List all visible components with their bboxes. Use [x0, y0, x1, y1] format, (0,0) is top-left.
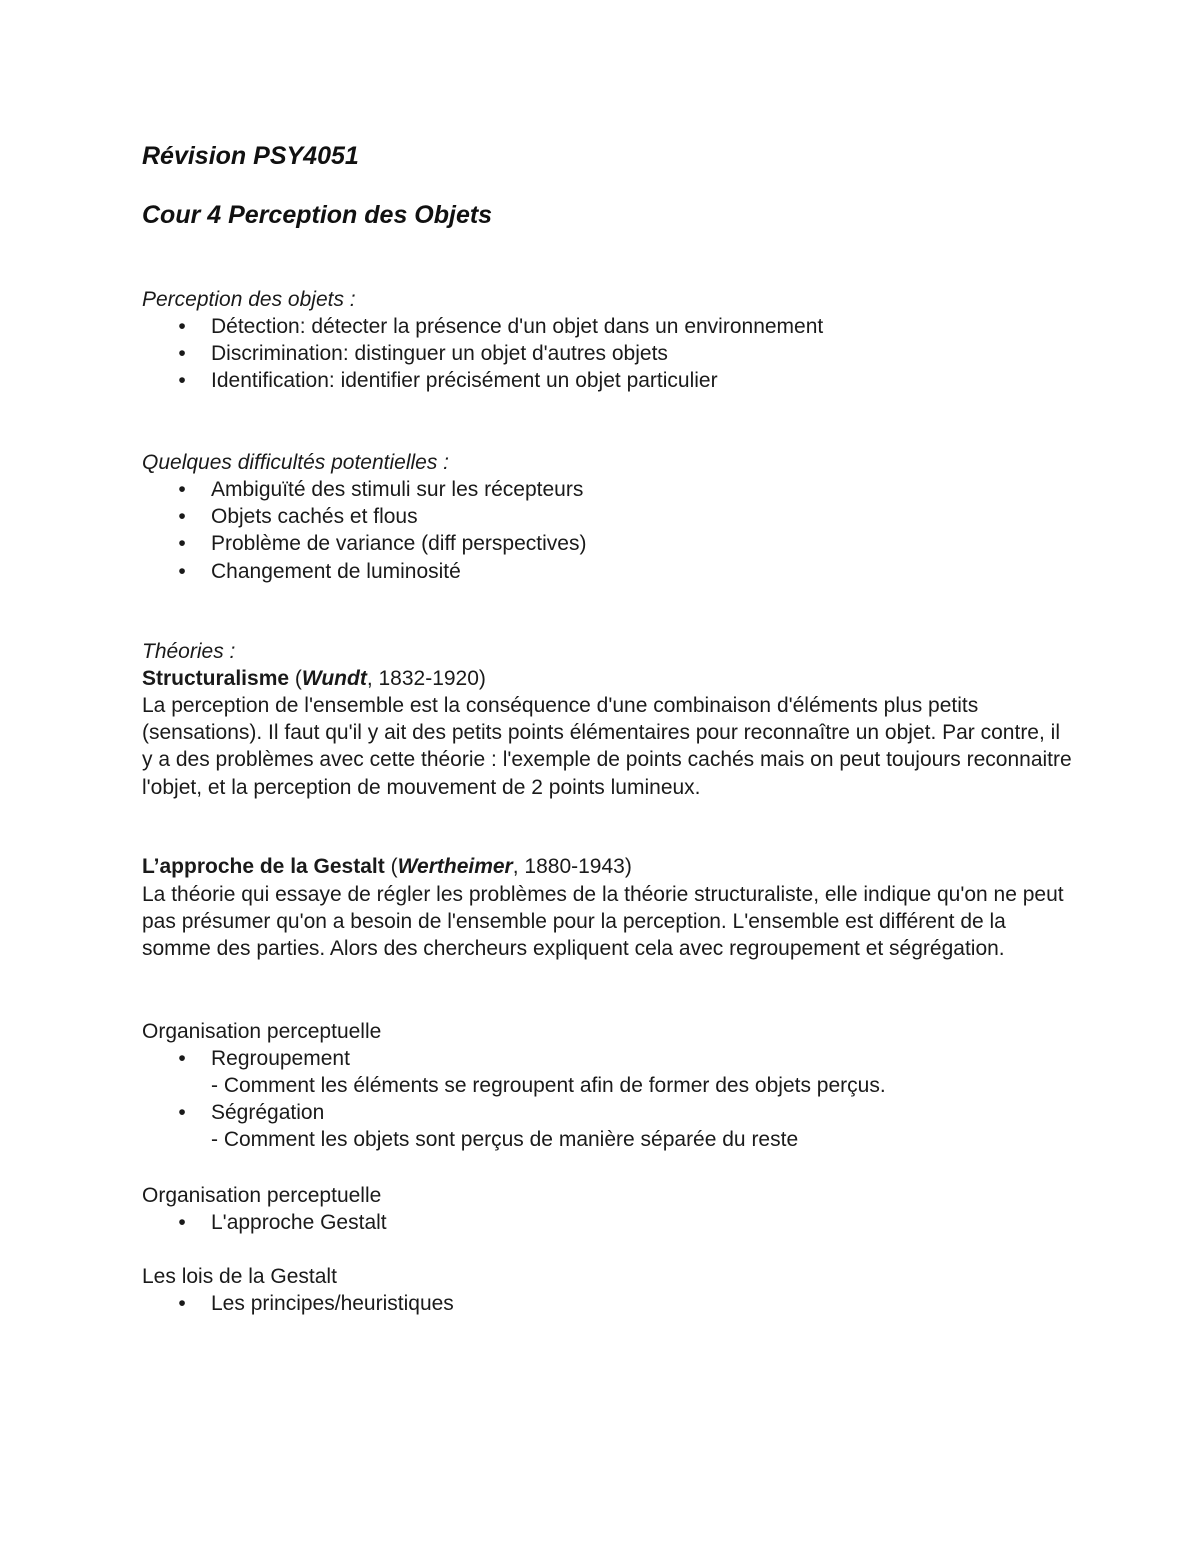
list-item-text: Objets cachés et flous — [211, 505, 418, 528]
theory-name: Structuralisme — [142, 667, 290, 690]
paren-open: ( — [289, 667, 302, 690]
theory-dates: , 1880-1943) — [512, 855, 632, 878]
list-item-text: Discrimination: distinguer un objet d'autres objets — [211, 342, 668, 365]
paren-open: ( — [384, 855, 398, 878]
list-item-text: Regroupement — [211, 1047, 350, 1070]
bullet-icon: • — [178, 532, 186, 555]
bullet-icon: • — [178, 478, 186, 501]
theory-heading-structuralisme — [142, 665, 486, 692]
section-heading-organisation: Organisation perceptuelle — [142, 1020, 382, 1043]
section-heading-difficultes: Quelques difficultés potentielles : — [142, 451, 450, 474]
section-heading-organisation: Organisation perceptuelle — [142, 1184, 382, 1207]
theory-paragraph-structuralisme: La perception de l'ensemble est la conséquence d'une combinaison d'éléments plus petits (sensations). Il faut qu'il y ait des petits points élémentaires pour reconnaître un objet. Par contre, il y a des problèmes avec cette théorie : l'exemple de points cachés mais on peut toujours reconnaitre l'objet, et la perception de mouvement de 2 points lumineux. — [142, 694, 1072, 799]
bullet-icon: • — [178, 1047, 186, 1070]
document-title: Révision PSY4051 — [142, 142, 359, 170]
list-item-text: L'approche Gestalt — [211, 1211, 387, 1234]
theory-dates: , 1832-1920) — [366, 667, 486, 690]
list-item-text: Détection: détecter la présence d'un objet dans un environnement — [211, 315, 824, 338]
bullet-icon: • — [178, 560, 186, 583]
theory-heading-gestalt — [142, 853, 632, 880]
theory-author: Wundt — [301, 667, 367, 690]
section-heading-lois: Les lois de la Gestalt — [142, 1265, 337, 1288]
list-item-detail: - Comment les éléments se regroupent afin de former des objets perçus. — [211, 1074, 886, 1097]
theory-name: L’approche de la Gestalt — [142, 855, 385, 878]
theory-paragraph-gestalt: La théorie qui essaye de régler les problèmes de la théorie structuraliste, elle indique qu'on ne peut pas présumer qu'on a besoin de l'ensemble pour la perception. L'ensemble est différent de la somme des parties. Alors des chercheurs expliquent cela avec regroupement et ségrégation. — [142, 883, 1064, 961]
bullet-icon: • — [178, 369, 186, 392]
theory-author: Wertheimer — [397, 855, 513, 878]
list-item-text: Problème de variance (diff perspectives) — [211, 532, 587, 555]
bullet-icon: • — [178, 342, 186, 365]
section-heading-theories: Théories : — [142, 640, 236, 663]
list-item-text: Ambiguïté des stimuli sur les récepteurs — [211, 478, 584, 501]
list-item-text: Changement de luminosité — [211, 560, 461, 583]
bullet-icon: • — [178, 315, 186, 338]
list-item-detail: - Comment les objets sont perçus de manière séparée du reste — [211, 1128, 799, 1151]
bullet-icon: • — [178, 1101, 186, 1124]
bullet-icon: • — [178, 1211, 186, 1234]
bullet-icon: • — [178, 505, 186, 528]
section-heading-perception: Perception des objets : — [142, 288, 356, 311]
bullet-icon: • — [178, 1292, 186, 1315]
list-item-text: Les principes/heuristiques — [211, 1292, 454, 1315]
list-item-text: Ségrégation — [211, 1101, 325, 1124]
document-subtitle: Cour 4 Perception des Objets — [142, 201, 493, 229]
list-item-text: Identification: identifier précisément un objet particulier — [211, 369, 718, 392]
